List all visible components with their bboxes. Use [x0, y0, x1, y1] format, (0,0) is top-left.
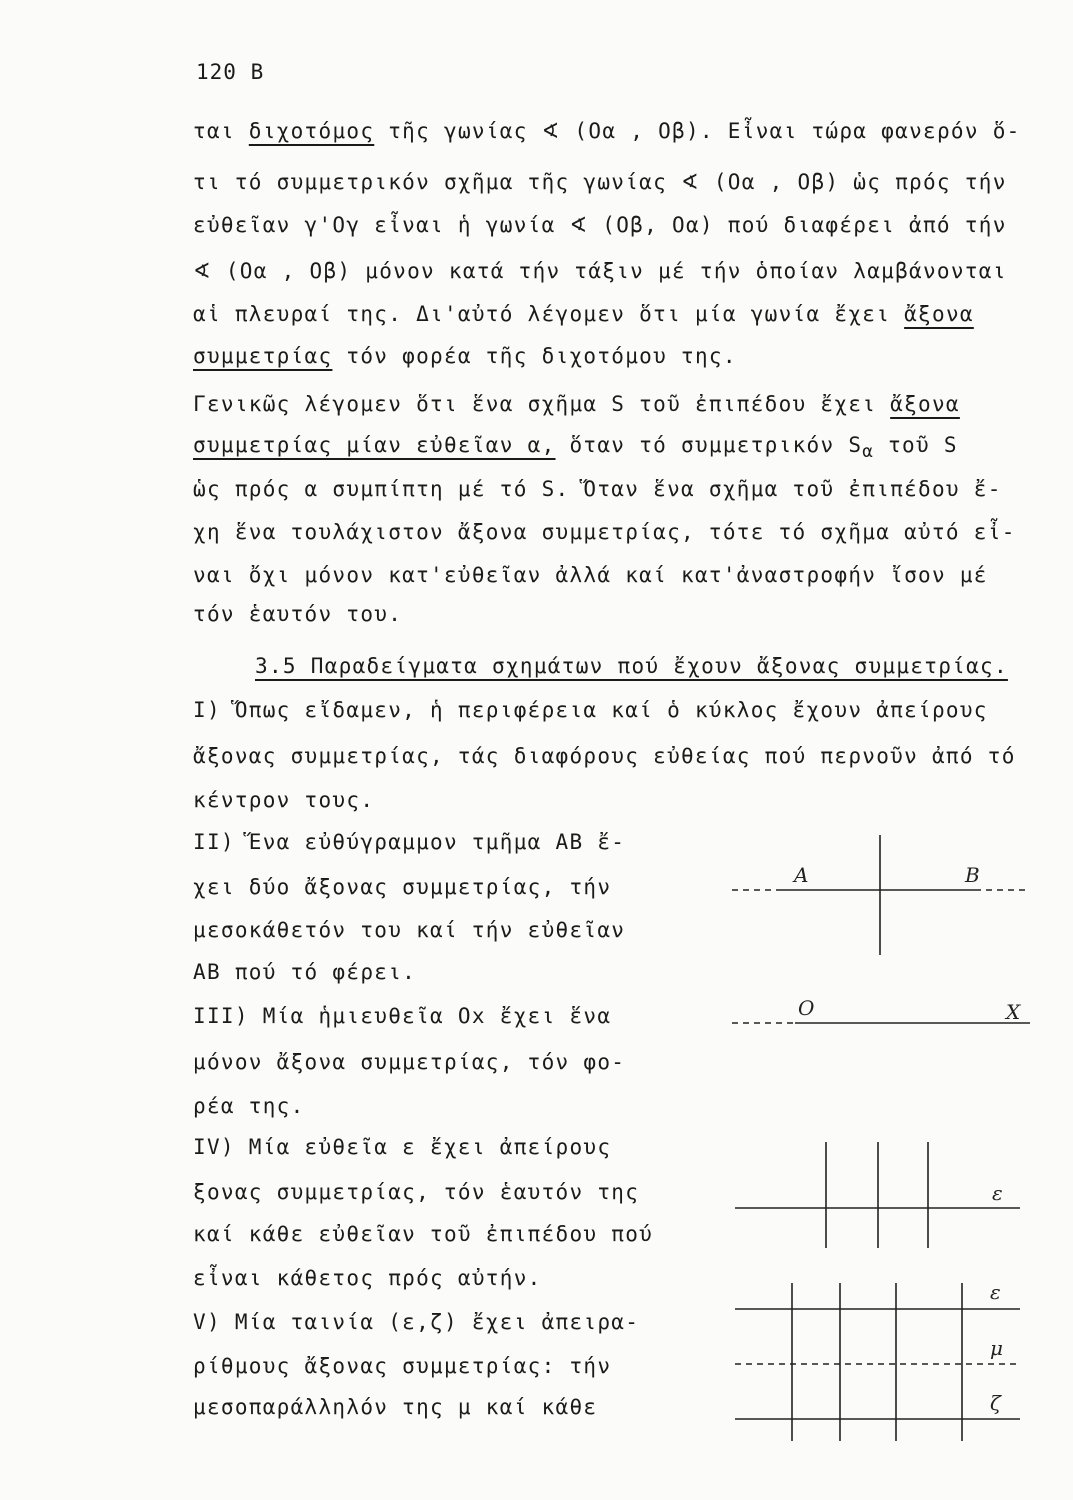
- text-line: V) Μία ταινία (ε,ζ) ἔχει ἀπειρα-: [193, 1310, 640, 1334]
- text-run: α: [862, 442, 875, 463]
- text-run: ἄξονα: [890, 392, 960, 416]
- text-run: συμμετρίας μίαν εὐθεῖαν α,: [193, 433, 556, 457]
- text-run: Γενικῶς λέγομεν ὅτι ἕνα σχῆμα S τοῦ ἐπιπέδου ἔχει: [193, 392, 891, 416]
- text-line: ΙΙΙ) Μία ἡμιευθεῖα Οx ἔχει ἕνα: [193, 1004, 612, 1028]
- text-line: [193, 390, 960, 418]
- segment-figure: [720, 820, 1040, 960]
- label-e: ε: [990, 1280, 1001, 1304]
- text-line: ΙV) Μία εὐθεῖα ε ἔχει ἀπείρους: [193, 1135, 612, 1159]
- text-line: Ι) Ὅπως εἴδαμεν, ἡ περιφέρεια καί ὁ κύκλος ἔχουν ἀπείρους: [193, 698, 988, 722]
- ray-figure: [720, 995, 1040, 1035]
- text-run: ται: [193, 119, 249, 143]
- text-run: αἱ πλευραί της. Δι'αὐτό λέγομεν ὅτι μία γωνία ἔχει: [193, 302, 905, 326]
- label-b: B: [965, 863, 980, 887]
- text-run: ἄξονα: [904, 302, 974, 326]
- text-run: ναι ὄχι μόνον κατ'εὐθεῖαν ἀλλά καί κατ'ἀναστροφήν ἴσον μέ: [193, 563, 988, 587]
- text-line: [193, 117, 1021, 145]
- label-z: ζ: [990, 1391, 1001, 1415]
- text-line: [193, 431, 958, 466]
- text-line: χει δύο ἄξονας συμμετρίας, τήν: [193, 875, 612, 899]
- text-line: μεσοκάθετόν του καί τήν εὐθεῖαν: [193, 918, 626, 942]
- text-run: ὡς πρός α συμπίπτη μέ τό S. Ὅταν ἕνα σχῆμα τοῦ ἐπιπέδου ἔ-: [193, 477, 1002, 501]
- label-m: μ: [990, 1336, 1003, 1360]
- text-line: μεσοπαράλληλόν της μ καί κάθε: [193, 1395, 598, 1419]
- text-run: συμμετρίας: [193, 344, 333, 368]
- label-e: ε: [992, 1181, 1003, 1205]
- text-run: τοῦ S: [874, 433, 958, 457]
- text-line: εἶναι κάθετος πρός αὐτήν.: [193, 1266, 542, 1290]
- text-line: κέντρον τους.: [193, 788, 375, 812]
- text-line: [193, 342, 737, 370]
- text-line: ΙΙ) Ἕνα εὐθύγραμμον τμῆμα ΑΒ ἔ-: [193, 830, 626, 854]
- text-line: ρέα της.: [193, 1094, 305, 1118]
- text-line: [193, 300, 974, 328]
- line-figure: [720, 1130, 1040, 1250]
- text-line: [193, 257, 1007, 285]
- label-a: A: [794, 863, 809, 887]
- text-run: τῆς γωνίας ∢ (Οα , Οβ). Εἶναι τώρα φανερόν ὅ-: [374, 119, 1021, 143]
- text-run: χη ἕνα τουλάχιστον ἄξονα συμμετρίας, τότε τό σχῆμα αὐτό εἶ-: [193, 520, 1016, 544]
- strip-figure: [720, 1265, 1040, 1445]
- text-line: [193, 600, 402, 628]
- text-line: [193, 518, 1016, 546]
- text-line: ξονας συμμετρίας, τόν ἑαυτόν της: [193, 1180, 640, 1204]
- text-line: [193, 561, 988, 589]
- text-line: ΑΒ πού τό φέρει.: [193, 960, 417, 984]
- text-run: τόν φορέα τῆς διχοτόμου της.: [332, 344, 737, 368]
- text-line: ἄξονας συμμετρίας, τάς διαφόρους εὐθείας πού περνοῦν ἀπό τό: [193, 744, 1016, 768]
- text-run: τι τό συμμετρικόν σχῆμα τῆς γωνίας ∢ (Οα , Οβ) ὡς πρός τήν: [193, 170, 1007, 194]
- text-line: καί κάθε εὐθεῖαν τοῦ ἐπιπέδου πού: [193, 1222, 654, 1246]
- text-line: ρίθμους ἄξονας συμμετρίας: τήν: [193, 1354, 612, 1378]
- text-line: [193, 168, 1007, 196]
- page-number: 120 B: [196, 60, 265, 84]
- text-run: ὅταν τό συμμετρικόν S: [555, 433, 863, 457]
- text-line: [193, 475, 1002, 503]
- text-run: εὐθεῖαν γ'Ογ εἶναι ἡ γωνία ∢ (Οβ, Οα) πού διαφέρει ἀπό τήν: [193, 213, 1007, 237]
- text-run: τόν ἑαυτόν του.: [193, 602, 403, 626]
- label-x: X: [1006, 1000, 1021, 1024]
- text-run: διχοτόμος: [248, 119, 375, 143]
- text-line: μόνον ἄξονα συμμετρίας, τόν φο-: [193, 1050, 626, 1074]
- text-run: ∢ (Οα , Οβ) μόνον κατά τήν τάξιν μέ τήν ὁποίαν λαμβάνονται: [193, 259, 1007, 283]
- text-line: [193, 211, 1007, 239]
- label-o: O: [798, 996, 815, 1020]
- section-heading: 3.5 Παραδείγματα σχημάτων πού ἔχουν ἄξονας συμμετρίας.: [255, 654, 1008, 678]
